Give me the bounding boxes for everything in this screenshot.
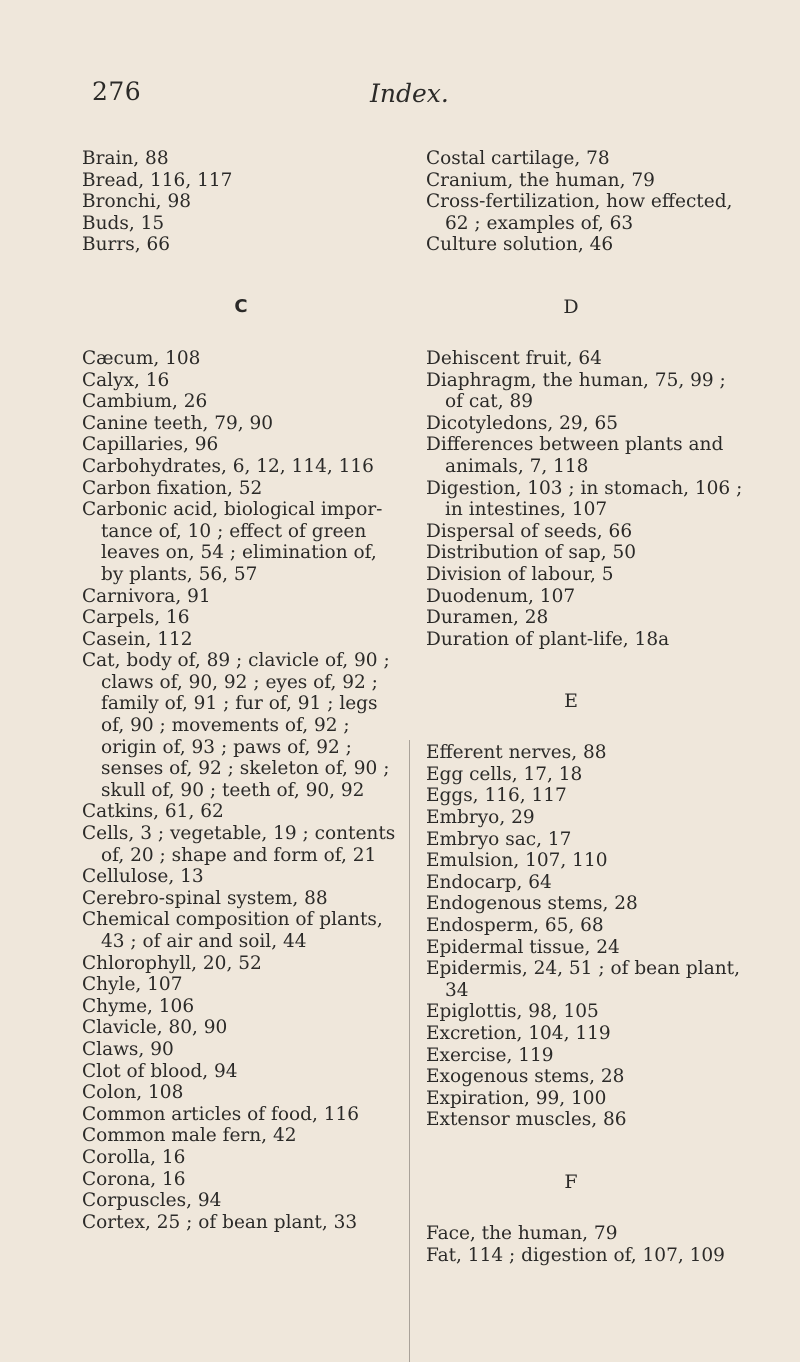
index-entry-continued: 43 ; of air and soil, 44 bbox=[101, 931, 307, 952]
index-entry: Bronchi, 98 bbox=[82, 191, 191, 213]
index-entry: Face, the human, 79 bbox=[426, 1222, 618, 1244]
c-continued-section bbox=[426, 148, 733, 256]
page-number: 276 bbox=[92, 77, 142, 106]
index-entry: Brain, 88 bbox=[82, 148, 169, 169]
index-entry-continued: 34 bbox=[445, 979, 469, 1001]
index-entry: Endogenous stems, 28 bbox=[426, 893, 638, 915]
index-entry: Endosperm, 65, 68 bbox=[426, 915, 604, 937]
index-entry: Diaphragm, the human, 75, 99 ; bbox=[426, 369, 726, 391]
index-entry: Duodenum, 107 bbox=[426, 585, 576, 607]
index-entry: Exercise, 119 bbox=[426, 1044, 554, 1066]
index-entry: Corpuscles, 94 bbox=[82, 1190, 222, 1212]
running-head-title: Index. bbox=[370, 79, 449, 108]
index-entry: Cortex, 25 ; of bean plant, 33 bbox=[82, 1211, 358, 1233]
left-column bbox=[82, 148, 400, 1233]
index-entry: Calyx, 16 bbox=[82, 369, 170, 391]
index-entry: Extensor muscles, 86 bbox=[426, 1109, 627, 1131]
index-entry: Dispersal of seeds, 66 bbox=[426, 520, 633, 542]
index-entry: Chyme, 106 bbox=[82, 995, 195, 1017]
index-entry: Chyle, 107 bbox=[82, 974, 183, 996]
index-entry-continued: in intestines, 107 bbox=[445, 499, 608, 521]
index-entry: Cat, body of, 89 ; clavicle of, 90 ; bbox=[82, 650, 390, 672]
index-entry-continued: 62 ; examples of, 63 bbox=[445, 212, 634, 234]
index-entry: Distribution of sap, 50 bbox=[426, 542, 637, 564]
index-entry: Clot of blood, 94 bbox=[82, 1060, 238, 1082]
index-entry: Culture solution, 46 bbox=[426, 234, 614, 256]
d-section bbox=[426, 347, 743, 650]
index-entry: Claws, 90 bbox=[82, 1038, 174, 1060]
index-entry-continued: of, 90 ; movements of, 92 ; bbox=[101, 715, 350, 737]
index-entry-continued: tance of, 10 ; effect of green bbox=[101, 520, 367, 542]
index-entry: Dicotyledons, 29, 65 bbox=[426, 412, 618, 434]
index-entry: Carbohydrates, 6, 12, 114, 116 bbox=[82, 455, 374, 477]
index-entry: Endocarp, 64 bbox=[426, 871, 552, 893]
index-entry: Common male fern, 42 bbox=[82, 1125, 297, 1147]
index-entry: Chemical composition of plants, bbox=[82, 909, 383, 931]
index-entry: Carnivora, 91 bbox=[82, 585, 211, 607]
index-entry: Common articles of food, 116 bbox=[82, 1103, 360, 1125]
index-entry: Chlorophyll, 20, 52 bbox=[82, 952, 262, 974]
index-entry: Embryo sac, 17 bbox=[426, 828, 572, 850]
index-entry-continued: of cat, 89 bbox=[445, 391, 533, 413]
index-entry: Dehiscent fruit, 64 bbox=[426, 347, 602, 369]
index-entry-continued: leaves on, 54 ; elimination of, bbox=[101, 542, 377, 564]
column-divider bbox=[409, 740, 410, 1362]
index-entry: Epidermis, 24, 51 ; of bean plant, bbox=[426, 958, 740, 980]
index-entry: Clavicle, 80, 90 bbox=[82, 1017, 228, 1039]
index-entry: Cells, 3 ; vegetable, 19 ; contents bbox=[82, 823, 396, 845]
index-entry: Cross-fertilization, how effected, bbox=[426, 191, 733, 213]
index-entry: Bread, 116, 117 bbox=[82, 169, 233, 191]
index-entry: Carbonic acid, biological impor- bbox=[82, 499, 383, 521]
index-entry: Cæcum, 108 bbox=[82, 347, 201, 369]
index-entry: Cerebro-spinal system, 88 bbox=[82, 887, 328, 909]
index-entry: Expiration, 99, 100 bbox=[426, 1087, 607, 1109]
index-entry: Duration of plant-life, 18a bbox=[426, 628, 670, 650]
index-entry: Emulsion, 107, 110 bbox=[426, 850, 608, 872]
index-entry: Catkins, 61, 62 bbox=[82, 801, 224, 823]
index-entry-continued: senses of, 92 ; skeleton of, 90 ; bbox=[101, 758, 390, 780]
f-section bbox=[426, 1222, 725, 1266]
index-entry: Egg cells, 17, 18 bbox=[426, 763, 583, 785]
index-entry: Efferent nerves, 88 bbox=[426, 742, 607, 764]
index-entry-continued: claws of, 90, 92 ; eyes of, 92 ; bbox=[101, 671, 378, 693]
index-entry: Cambium, 26 bbox=[82, 391, 208, 413]
b-section bbox=[82, 148, 400, 256]
index-entry: Exogenous stems, 28 bbox=[426, 1066, 625, 1088]
c-section bbox=[82, 348, 400, 1233]
index-entry: Eggs, 116, 117 bbox=[426, 785, 567, 807]
index-entry: Embryo, 29 bbox=[426, 807, 535, 829]
index-entry: Duramen, 28 bbox=[426, 607, 549, 629]
index-entry: Burrs, 66 bbox=[82, 234, 170, 256]
index-entry: Epiglottis, 98, 105 bbox=[426, 1001, 599, 1023]
index-entry: Canine teeth, 79, 90 bbox=[82, 412, 274, 434]
index-entry: Cellulose, 13 bbox=[82, 866, 204, 888]
index-entry: Casein, 112 bbox=[82, 628, 193, 650]
section-letter-e: E bbox=[564, 690, 578, 713]
index-entry: Fat, 114 ; digestion of, 107, 109 bbox=[426, 1244, 725, 1266]
index-entry: Corona, 16 bbox=[82, 1168, 186, 1190]
index-entry: Differences between plants and bbox=[426, 434, 724, 456]
index-entry: Cranium, the human, 79 bbox=[426, 169, 655, 191]
index-entry: Buds, 15 bbox=[82, 212, 165, 234]
index-entry: Epidermal tissue, 24 bbox=[426, 936, 620, 958]
index-entry: Carpels, 16 bbox=[82, 607, 190, 629]
e-section bbox=[426, 742, 740, 1131]
section-letter-c: C bbox=[234, 295, 248, 317]
right-column bbox=[426, 148, 743, 1266]
index-entry-continued: animals, 7, 118 bbox=[445, 455, 589, 477]
index-entry-continued: skull of, 90 ; teeth of, 90, 92 bbox=[101, 779, 365, 801]
index-entry: Excretion, 104, 119 bbox=[426, 1023, 611, 1044]
index-entry: Capillaries, 96 bbox=[82, 434, 219, 456]
index-entry: Corolla, 16 bbox=[82, 1146, 186, 1168]
section-letter-d: D bbox=[563, 295, 579, 318]
index-entry: Division of labour, 5 bbox=[426, 563, 614, 585]
index-entry-continued: by plants, 56, 57 bbox=[101, 563, 258, 585]
index-entry-continued: family of, 91 ; fur of, 91 ; legs bbox=[101, 693, 378, 715]
index-entry: Digestion, 103 ; in stomach, 106 ; bbox=[426, 477, 743, 499]
section-letter-f: F bbox=[564, 1170, 578, 1193]
index-entry: Carbon fixation, 52 bbox=[82, 477, 263, 499]
index-entry-continued: origin of, 93 ; paws of, 92 ; bbox=[101, 736, 352, 758]
index-entry: Colon, 108 bbox=[82, 1082, 184, 1104]
index-entry-continued: of, 20 ; shape and form of, 21 bbox=[101, 844, 377, 866]
index-entry: Costal cartilage, 78 bbox=[426, 148, 610, 169]
